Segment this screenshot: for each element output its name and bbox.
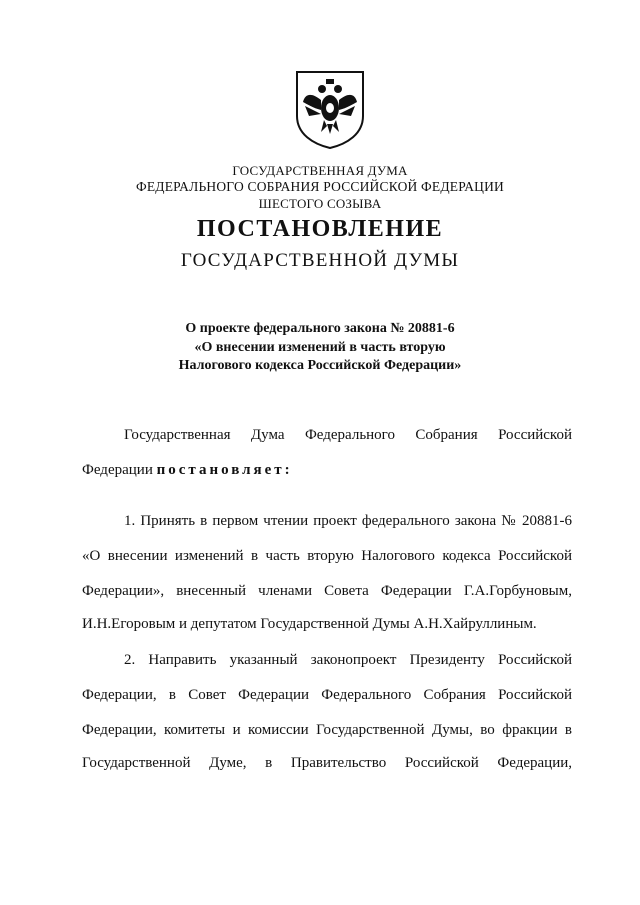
preamble-line-2 [82,461,572,479]
item1-line-1: 1. Принять в первом чтении проект федерального закона № 20881-6 [124,513,572,529]
resolves-keyword: постановляет: [156,462,293,478]
item1-line-2: «О внесении изменений в часть вторую Налогового кодекса Российской [82,548,572,564]
document-title: ПОСТАНОВЛЕНИЕ [196,216,444,242]
header-line-2: ФЕДЕРАЛЬНОГО СОБРАНИЯ РОССИЙСКОЙ ФЕДЕРАЦИИ [136,179,504,194]
item2-line-3: Федерации, комитеты и комиссии Государственной Думы, во фракции в [82,722,572,738]
subject-line-1: О проекте федерального закона № 20881-6 [185,321,455,336]
preamble-line-1: Государственная Дума Федерального Собрания Российской [124,427,572,443]
header-line-1: ГОСУДАРСТВЕННАЯ ДУМА [232,163,408,178]
preamble-text: Федерации [82,462,157,478]
item1-line-4: И.Н.Егоровым и депутатом Государственной Думы А.Н.Хайруллиным. [82,616,537,632]
item2-line-1: 2. Направить указанный законопроект Президенту Российской [124,652,572,668]
subject-line-3: Налогового кодекса Российской Федерации» [178,358,462,373]
item2-line-4: Государственной Думе, в Правительство Российской Федерации, [82,755,572,771]
subject-line-2: «О внесении изменений в часть вторую [194,340,446,355]
item1-line-3: Федерации», внесенный членами Совета Федерации Г.А.Горбуновым, [82,583,572,599]
item2-line-2: Федерации, в Совет Федерации Федерального Собрания Российской [82,687,572,703]
header-line-3: ШЕСТОГО СОЗЫВА [258,196,382,211]
document-subtitle: ГОСУДАРСТВЕННОЙ ДУМЫ [180,250,460,271]
state-emblem-icon [291,68,369,150]
